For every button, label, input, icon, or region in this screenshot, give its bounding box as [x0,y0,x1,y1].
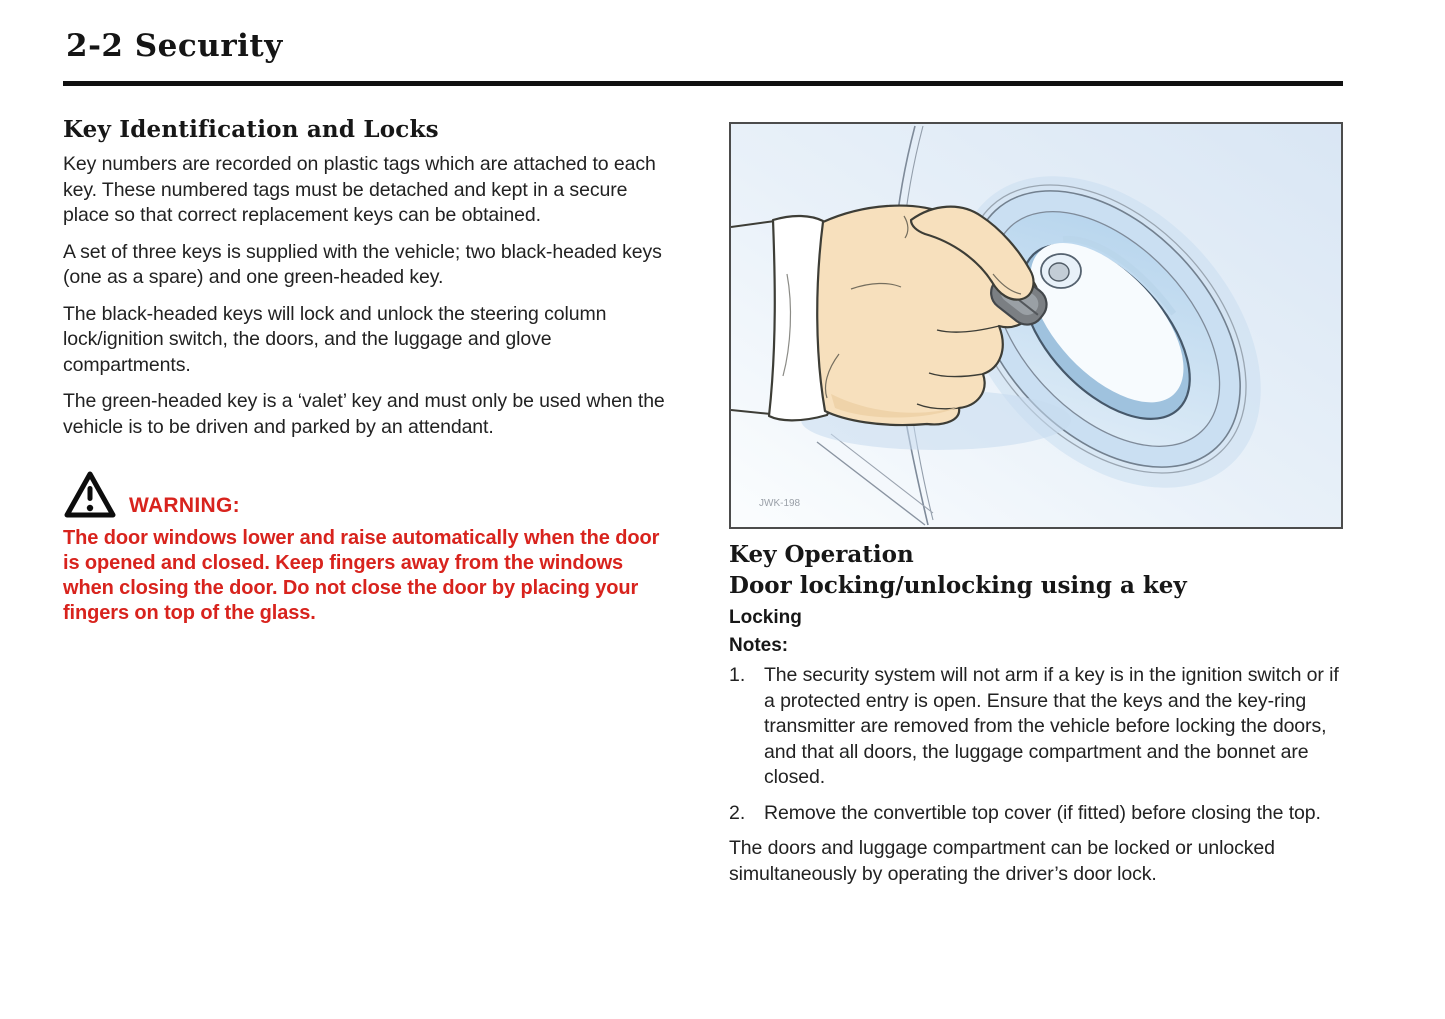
subsection-title-door-locking: Door locking/unlocking using a key [729,572,1187,599]
section-title-key-identification: Key Identification and Locks [63,116,439,143]
note-item [729,663,1343,791]
key-into-door-lock-figure [729,122,1343,529]
note-number: 2. [729,801,746,824]
paragraph: The green-headed key is a ‘valet’ key and must only be used when the vehicle is to be driven and parked by an attendant. [63,390,665,438]
door-handle-illustration [731,124,1341,527]
left-column [63,116,677,626]
paragraph: Key numbers are recorded on plastic tags which are attached to each key. These numbered tags must be detached and kept in a secure place so that correct replacement keys can be obtained. [63,153,656,226]
right-column [729,122,1343,887]
note-text: The security system will not arm if a key is in the ignition switch or if a protected entry is open. Ensure that the keys and the key-ring transmitter are removed from the vehicle before locking the doors, and that all doors, the luggage compartment and the bonnet are closed. [764,664,1339,788]
closing-paragraph: The doors and luggage compartment can be locked or unlocked simultaneously by operating the driver’s door lock. [729,837,1275,885]
notes-list [729,663,1343,826]
paragraph: A set of three keys is supplied with the vehicle; two black-headed keys (one as a spare) and one green-headed key. [63,240,662,288]
warning-triangle-icon [63,470,117,520]
warning-label: WARNING: [129,494,240,517]
warning-block [63,470,677,626]
subheading-locking: Locking [729,607,802,628]
page-title: 2-2 Security [66,28,283,64]
note-text: Remove the convertible top cover (if fitted) before closing the top. [764,801,1321,824]
note-item [729,801,1343,827]
figure-caption-code: JWK-198 [759,498,801,509]
warning-text: The door windows lower and raise automatically when the door is opened and closed. Keep fingers away from the windows when closing the door. Do not close the door by placing your fingers on top of the glass. [63,527,660,624]
title-rule [63,81,1343,86]
section-title-key-operation: Key Operation [729,541,914,568]
notes-label: Notes: [729,635,789,656]
note-number: 1. [729,664,746,686]
paragraph: The black-headed keys will lock and unlock the steering column lock/ignition switch, the doors, and the luggage and glove compartments. [63,302,607,376]
